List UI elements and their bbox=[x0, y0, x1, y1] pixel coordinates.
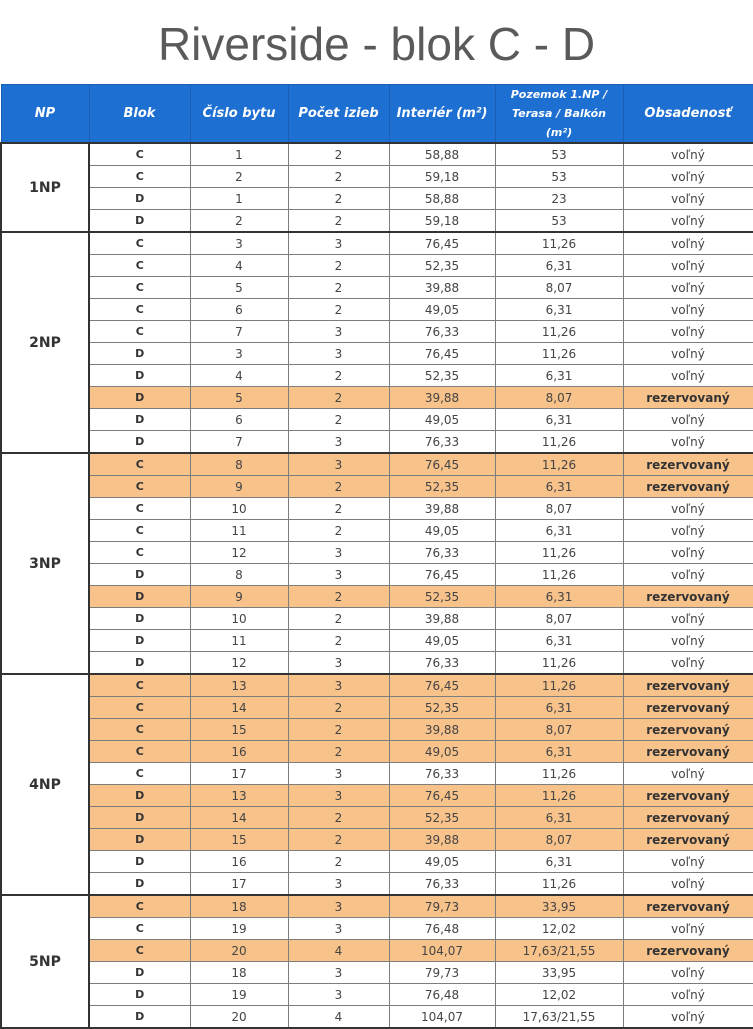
apartment-number-cell: 11 bbox=[190, 520, 288, 542]
table-row bbox=[1, 498, 753, 520]
rooms-cell: 2 bbox=[288, 210, 389, 233]
blok-cell: D bbox=[89, 188, 190, 210]
rooms-cell: 3 bbox=[288, 895, 389, 918]
table-row bbox=[1, 321, 753, 343]
apartment-number-cell: 17 bbox=[190, 873, 288, 896]
table-row bbox=[1, 962, 753, 984]
outdoor-area-cell: 53 bbox=[495, 166, 623, 188]
interior-area-cell: 76,45 bbox=[389, 564, 495, 586]
table-row bbox=[1, 586, 753, 608]
interior-area-cell: 52,35 bbox=[389, 476, 495, 498]
table-row bbox=[1, 299, 753, 321]
status-cell: rezervovaný bbox=[623, 697, 753, 719]
status-cell: voľný bbox=[623, 652, 753, 675]
table-row bbox=[1, 940, 753, 962]
interior-area-cell: 79,73 bbox=[389, 962, 495, 984]
rooms-cell: 2 bbox=[288, 630, 389, 652]
apartment-number-cell: 12 bbox=[190, 542, 288, 564]
status-cell: rezervovaný bbox=[623, 719, 753, 741]
blok-cell: C bbox=[89, 697, 190, 719]
rooms-cell: 2 bbox=[288, 365, 389, 387]
rooms-cell: 2 bbox=[288, 143, 389, 166]
apartment-number-cell: 8 bbox=[190, 453, 288, 476]
rooms-cell: 2 bbox=[288, 409, 389, 431]
apartment-number-cell: 1 bbox=[190, 143, 288, 166]
blok-cell: D bbox=[89, 873, 190, 896]
interior-area-cell: 76,48 bbox=[389, 918, 495, 940]
status-cell: voľný bbox=[623, 188, 753, 210]
apartment-number-cell: 15 bbox=[190, 719, 288, 741]
outdoor-area-cell: 17,63/21,55 bbox=[495, 940, 623, 962]
interior-area-cell: 76,33 bbox=[389, 431, 495, 454]
rooms-cell: 2 bbox=[288, 498, 389, 520]
table-row bbox=[1, 674, 753, 697]
rooms-cell: 2 bbox=[288, 476, 389, 498]
status-cell: voľný bbox=[623, 542, 753, 564]
apartment-number-cell: 14 bbox=[190, 697, 288, 719]
table-row bbox=[1, 807, 753, 829]
status-cell: voľný bbox=[623, 851, 753, 873]
status-cell: voľný bbox=[623, 564, 753, 586]
apartment-number-cell: 20 bbox=[190, 1006, 288, 1029]
status-cell: voľný bbox=[623, 918, 753, 940]
apartment-number-cell: 4 bbox=[190, 255, 288, 277]
outdoor-area-cell: 6,31 bbox=[495, 476, 623, 498]
outdoor-area-cell: 11,26 bbox=[495, 232, 623, 255]
interior-area-cell: 52,35 bbox=[389, 807, 495, 829]
status-cell: voľný bbox=[623, 498, 753, 520]
outdoor-area-cell: 11,26 bbox=[495, 321, 623, 343]
rooms-cell: 3 bbox=[288, 431, 389, 454]
table-row bbox=[1, 785, 753, 807]
outdoor-area-cell: 11,26 bbox=[495, 873, 623, 896]
apartment-number-cell: 6 bbox=[190, 409, 288, 431]
status-cell: voľný bbox=[623, 763, 753, 785]
blok-cell: C bbox=[89, 453, 190, 476]
interior-area-cell: 49,05 bbox=[389, 520, 495, 542]
interior-area-cell: 39,88 bbox=[389, 829, 495, 851]
status-cell: voľný bbox=[623, 299, 753, 321]
table-row bbox=[1, 564, 753, 586]
apartment-number-cell: 8 bbox=[190, 564, 288, 586]
status-cell: voľný bbox=[623, 277, 753, 299]
rooms-cell: 2 bbox=[288, 697, 389, 719]
apartment-number-cell: 19 bbox=[190, 984, 288, 1006]
header-blok: Blok bbox=[89, 85, 190, 144]
outdoor-area-cell: 8,07 bbox=[495, 277, 623, 299]
table-row bbox=[1, 143, 753, 166]
outdoor-area-cell: 8,07 bbox=[495, 719, 623, 741]
status-cell: voľný bbox=[623, 343, 753, 365]
apartment-number-cell: 20 bbox=[190, 940, 288, 962]
outdoor-area-cell: 6,31 bbox=[495, 299, 623, 321]
header-obsadenost: Obsadenosť bbox=[623, 85, 753, 144]
interior-area-cell: 49,05 bbox=[389, 630, 495, 652]
outdoor-area-cell: 6,31 bbox=[495, 630, 623, 652]
floor-label: 2NP bbox=[1, 232, 89, 453]
blok-cell: D bbox=[89, 785, 190, 807]
apartment-number-cell: 5 bbox=[190, 277, 288, 299]
apartment-number-cell: 7 bbox=[190, 431, 288, 454]
table-row bbox=[1, 829, 753, 851]
interior-area-cell: 39,88 bbox=[389, 498, 495, 520]
apartment-number-cell: 10 bbox=[190, 608, 288, 630]
blok-cell: C bbox=[89, 255, 190, 277]
interior-area-cell: 76,45 bbox=[389, 232, 495, 255]
outdoor-area-cell: 8,07 bbox=[495, 829, 623, 851]
rooms-cell: 2 bbox=[288, 255, 389, 277]
table-row bbox=[1, 873, 753, 896]
status-cell: voľný bbox=[623, 520, 753, 542]
rooms-cell: 2 bbox=[288, 299, 389, 321]
outdoor-area-cell: 12,02 bbox=[495, 984, 623, 1006]
outdoor-area-cell: 11,26 bbox=[495, 431, 623, 454]
apartment-number-cell: 7 bbox=[190, 321, 288, 343]
apartment-number-cell: 16 bbox=[190, 741, 288, 763]
header-pozemok-line1: Pozemok 1.NP / bbox=[510, 88, 608, 101]
blok-cell: D bbox=[89, 564, 190, 586]
status-cell: voľný bbox=[623, 608, 753, 630]
status-cell: rezervovaný bbox=[623, 807, 753, 829]
status-cell: voľný bbox=[623, 143, 753, 166]
interior-area-cell: 76,33 bbox=[389, 763, 495, 785]
rooms-cell: 4 bbox=[288, 940, 389, 962]
status-cell: voľný bbox=[623, 232, 753, 255]
blok-cell: C bbox=[89, 542, 190, 564]
rooms-cell: 3 bbox=[288, 763, 389, 785]
blok-cell: C bbox=[89, 719, 190, 741]
blok-cell: C bbox=[89, 674, 190, 697]
outdoor-area-cell: 53 bbox=[495, 210, 623, 233]
blok-cell: D bbox=[89, 851, 190, 873]
outdoor-area-cell: 6,31 bbox=[495, 365, 623, 387]
blok-cell: D bbox=[89, 807, 190, 829]
apartment-number-cell: 2 bbox=[190, 166, 288, 188]
apartment-number-cell: 14 bbox=[190, 807, 288, 829]
blok-cell: D bbox=[89, 984, 190, 1006]
apartment-number-cell: 9 bbox=[190, 586, 288, 608]
apartment-number-cell: 10 bbox=[190, 498, 288, 520]
blok-cell: C bbox=[89, 166, 190, 188]
apartment-number-cell: 13 bbox=[190, 674, 288, 697]
outdoor-area-cell: 11,26 bbox=[495, 674, 623, 697]
blok-cell: C bbox=[89, 299, 190, 321]
rooms-cell: 2 bbox=[288, 166, 389, 188]
outdoor-area-cell: 11,26 bbox=[495, 564, 623, 586]
outdoor-area-cell: 11,26 bbox=[495, 652, 623, 675]
interior-area-cell: 59,18 bbox=[389, 166, 495, 188]
blok-cell: C bbox=[89, 940, 190, 962]
apartment-number-cell: 5 bbox=[190, 387, 288, 409]
floor-label: 3NP bbox=[1, 453, 89, 674]
outdoor-area-cell: 6,31 bbox=[495, 741, 623, 763]
outdoor-area-cell: 8,07 bbox=[495, 608, 623, 630]
floor-label: 5NP bbox=[1, 895, 89, 1028]
apartment-number-cell: 11 bbox=[190, 630, 288, 652]
outdoor-area-cell: 8,07 bbox=[495, 387, 623, 409]
table-row bbox=[1, 476, 753, 498]
apartment-number-cell: 19 bbox=[190, 918, 288, 940]
interior-area-cell: 76,33 bbox=[389, 873, 495, 896]
outdoor-area-cell: 8,07 bbox=[495, 498, 623, 520]
status-cell: voľný bbox=[623, 166, 753, 188]
interior-area-cell: 104,07 bbox=[389, 940, 495, 962]
apartment-number-cell: 3 bbox=[190, 343, 288, 365]
rooms-cell: 3 bbox=[288, 343, 389, 365]
outdoor-area-cell: 6,31 bbox=[495, 697, 623, 719]
blok-cell: C bbox=[89, 498, 190, 520]
blok-cell: C bbox=[89, 918, 190, 940]
table-row bbox=[1, 608, 753, 630]
status-cell: rezervovaný bbox=[623, 785, 753, 807]
status-cell: rezervovaný bbox=[623, 476, 753, 498]
rooms-cell: 3 bbox=[288, 984, 389, 1006]
interior-area-cell: 79,73 bbox=[389, 895, 495, 918]
rooms-cell: 2 bbox=[288, 608, 389, 630]
header-pozemok bbox=[495, 85, 623, 144]
table-row bbox=[1, 277, 753, 299]
rooms-cell: 3 bbox=[288, 873, 389, 896]
blok-cell: D bbox=[89, 630, 190, 652]
blok-cell: D bbox=[89, 1006, 190, 1029]
apartment-number-cell: 2 bbox=[190, 210, 288, 233]
header-np: NP bbox=[1, 85, 89, 144]
interior-area-cell: 52,35 bbox=[389, 255, 495, 277]
status-cell: rezervovaný bbox=[623, 829, 753, 851]
status-cell: rezervovaný bbox=[623, 940, 753, 962]
outdoor-area-cell: 6,31 bbox=[495, 586, 623, 608]
status-cell: voľný bbox=[623, 984, 753, 1006]
interior-area-cell: 76,45 bbox=[389, 674, 495, 697]
blok-cell: D bbox=[89, 343, 190, 365]
rooms-cell: 3 bbox=[288, 542, 389, 564]
outdoor-area-cell: 6,31 bbox=[495, 851, 623, 873]
table-row bbox=[1, 210, 753, 233]
interior-area-cell: 104,07 bbox=[389, 1006, 495, 1029]
interior-area-cell: 52,35 bbox=[389, 586, 495, 608]
rooms-cell: 3 bbox=[288, 652, 389, 675]
header-interier: Interiér (m²) bbox=[389, 85, 495, 144]
rooms-cell: 3 bbox=[288, 674, 389, 697]
table-row bbox=[1, 741, 753, 763]
blok-cell: D bbox=[89, 962, 190, 984]
outdoor-area-cell: 11,26 bbox=[495, 343, 623, 365]
interior-area-cell: 76,48 bbox=[389, 984, 495, 1006]
interior-area-cell: 58,88 bbox=[389, 143, 495, 166]
apartment-number-cell: 16 bbox=[190, 851, 288, 873]
interior-area-cell: 76,33 bbox=[389, 542, 495, 564]
status-cell: voľný bbox=[623, 210, 753, 233]
header-pozemok-line2: Terasa / Balkón (m²) bbox=[512, 107, 606, 139]
table-row bbox=[1, 652, 753, 675]
blok-cell: C bbox=[89, 476, 190, 498]
rooms-cell: 2 bbox=[288, 188, 389, 210]
outdoor-area-cell: 12,02 bbox=[495, 918, 623, 940]
interior-area-cell: 39,88 bbox=[389, 719, 495, 741]
blok-cell: D bbox=[89, 365, 190, 387]
rooms-cell: 2 bbox=[288, 807, 389, 829]
table-row bbox=[1, 409, 753, 431]
rooms-cell: 2 bbox=[288, 520, 389, 542]
outdoor-area-cell: 17,63/21,55 bbox=[495, 1006, 623, 1029]
header-cislo-bytu: Číslo bytu bbox=[190, 85, 288, 144]
table-row bbox=[1, 166, 753, 188]
outdoor-area-cell: 33,95 bbox=[495, 962, 623, 984]
interior-area-cell: 59,18 bbox=[389, 210, 495, 233]
status-cell: rezervovaný bbox=[623, 674, 753, 697]
rooms-cell: 2 bbox=[288, 719, 389, 741]
apartment-number-cell: 18 bbox=[190, 895, 288, 918]
outdoor-area-cell: 11,26 bbox=[495, 453, 623, 476]
page-title: Riverside - blok C - D bbox=[157, 18, 596, 70]
table-row bbox=[1, 697, 753, 719]
blok-cell: D bbox=[89, 652, 190, 675]
table-row bbox=[1, 431, 753, 454]
interior-area-cell: 76,45 bbox=[389, 343, 495, 365]
outdoor-area-cell: 11,26 bbox=[495, 785, 623, 807]
status-cell: voľný bbox=[623, 431, 753, 454]
floor-label: 4NP bbox=[1, 674, 89, 895]
table-row bbox=[1, 232, 753, 255]
outdoor-area-cell: 6,31 bbox=[495, 520, 623, 542]
interior-area-cell: 58,88 bbox=[389, 188, 495, 210]
interior-area-cell: 49,05 bbox=[389, 741, 495, 763]
status-cell: voľný bbox=[623, 630, 753, 652]
table-row bbox=[1, 630, 753, 652]
interior-area-cell: 76,45 bbox=[389, 453, 495, 476]
table-row bbox=[1, 895, 753, 918]
blok-cell: C bbox=[89, 232, 190, 255]
blok-cell: D bbox=[89, 608, 190, 630]
outdoor-area-cell: 6,31 bbox=[495, 409, 623, 431]
interior-area-cell: 49,05 bbox=[389, 409, 495, 431]
blok-cell: C bbox=[89, 321, 190, 343]
apartment-number-cell: 13 bbox=[190, 785, 288, 807]
table-row bbox=[1, 851, 753, 873]
outdoor-area-cell: 6,31 bbox=[495, 807, 623, 829]
floor-label: 1NP bbox=[1, 143, 89, 232]
table-row bbox=[1, 918, 753, 940]
status-cell: rezervovaný bbox=[623, 741, 753, 763]
status-cell: rezervovaný bbox=[623, 453, 753, 476]
table-row bbox=[1, 763, 753, 785]
table-row bbox=[1, 387, 753, 409]
rooms-cell: 2 bbox=[288, 277, 389, 299]
rooms-cell: 2 bbox=[288, 829, 389, 851]
blok-cell: D bbox=[89, 409, 190, 431]
status-cell: rezervovaný bbox=[623, 387, 753, 409]
interior-area-cell: 76,33 bbox=[389, 321, 495, 343]
status-cell: voľný bbox=[623, 962, 753, 984]
blok-cell: D bbox=[89, 586, 190, 608]
table-row bbox=[1, 719, 753, 741]
blok-cell: D bbox=[89, 829, 190, 851]
outdoor-area-cell: 53 bbox=[495, 143, 623, 166]
interior-area-cell: 52,35 bbox=[389, 697, 495, 719]
apartments-table bbox=[0, 84, 753, 1029]
blok-cell: C bbox=[89, 520, 190, 542]
apartment-number-cell: 3 bbox=[190, 232, 288, 255]
table-row bbox=[1, 365, 753, 387]
apartment-number-cell: 9 bbox=[190, 476, 288, 498]
blok-cell: C bbox=[89, 895, 190, 918]
interior-area-cell: 49,05 bbox=[389, 299, 495, 321]
blok-cell: D bbox=[89, 431, 190, 454]
interior-area-cell: 76,45 bbox=[389, 785, 495, 807]
interior-area-cell: 52,35 bbox=[389, 365, 495, 387]
table-row bbox=[1, 1006, 753, 1029]
rooms-cell: 3 bbox=[288, 918, 389, 940]
rooms-cell: 2 bbox=[288, 586, 389, 608]
outdoor-area-cell: 11,26 bbox=[495, 542, 623, 564]
blok-cell: C bbox=[89, 763, 190, 785]
status-cell: rezervovaný bbox=[623, 895, 753, 918]
apartment-number-cell: 4 bbox=[190, 365, 288, 387]
status-cell: voľný bbox=[623, 255, 753, 277]
blok-cell: D bbox=[89, 210, 190, 233]
apartment-number-cell: 18 bbox=[190, 962, 288, 984]
rooms-cell: 2 bbox=[288, 741, 389, 763]
table-row bbox=[1, 542, 753, 564]
apartment-number-cell: 15 bbox=[190, 829, 288, 851]
interior-area-cell: 39,88 bbox=[389, 608, 495, 630]
interior-area-cell: 39,88 bbox=[389, 277, 495, 299]
table-body bbox=[1, 143, 753, 1028]
blok-cell: C bbox=[89, 277, 190, 299]
rooms-cell: 3 bbox=[288, 785, 389, 807]
table-row bbox=[1, 984, 753, 1006]
interior-area-cell: 76,33 bbox=[389, 652, 495, 675]
table-row bbox=[1, 255, 753, 277]
apartment-number-cell: 6 bbox=[190, 299, 288, 321]
status-cell: voľný bbox=[623, 1006, 753, 1029]
rooms-cell: 3 bbox=[288, 232, 389, 255]
outdoor-area-cell: 11,26 bbox=[495, 763, 623, 785]
table-row bbox=[1, 188, 753, 210]
outdoor-area-cell: 23 bbox=[495, 188, 623, 210]
apartment-number-cell: 1 bbox=[190, 188, 288, 210]
rooms-cell: 2 bbox=[288, 851, 389, 873]
blok-cell: C bbox=[89, 741, 190, 763]
outdoor-area-cell: 6,31 bbox=[495, 255, 623, 277]
rooms-cell: 3 bbox=[288, 453, 389, 476]
rooms-cell: 3 bbox=[288, 962, 389, 984]
status-cell: voľný bbox=[623, 321, 753, 343]
interior-area-cell: 49,05 bbox=[389, 851, 495, 873]
rooms-cell: 4 bbox=[288, 1006, 389, 1029]
outdoor-area-cell: 33,95 bbox=[495, 895, 623, 918]
apartment-number-cell: 17 bbox=[190, 763, 288, 785]
header-pocet-izieb: Počet izieb bbox=[288, 85, 389, 144]
interior-area-cell: 39,88 bbox=[389, 387, 495, 409]
blok-cell: C bbox=[89, 143, 190, 166]
status-cell: voľný bbox=[623, 873, 753, 896]
rooms-cell: 2 bbox=[288, 387, 389, 409]
apartment-number-cell: 12 bbox=[190, 652, 288, 675]
table-header-row bbox=[1, 85, 753, 144]
status-cell: rezervovaný bbox=[623, 586, 753, 608]
blok-cell: D bbox=[89, 387, 190, 409]
rooms-cell: 3 bbox=[288, 564, 389, 586]
rooms-cell: 3 bbox=[288, 321, 389, 343]
status-cell: voľný bbox=[623, 409, 753, 431]
table-row bbox=[1, 343, 753, 365]
status-cell: voľný bbox=[623, 365, 753, 387]
table-row bbox=[1, 453, 753, 476]
table-row bbox=[1, 520, 753, 542]
